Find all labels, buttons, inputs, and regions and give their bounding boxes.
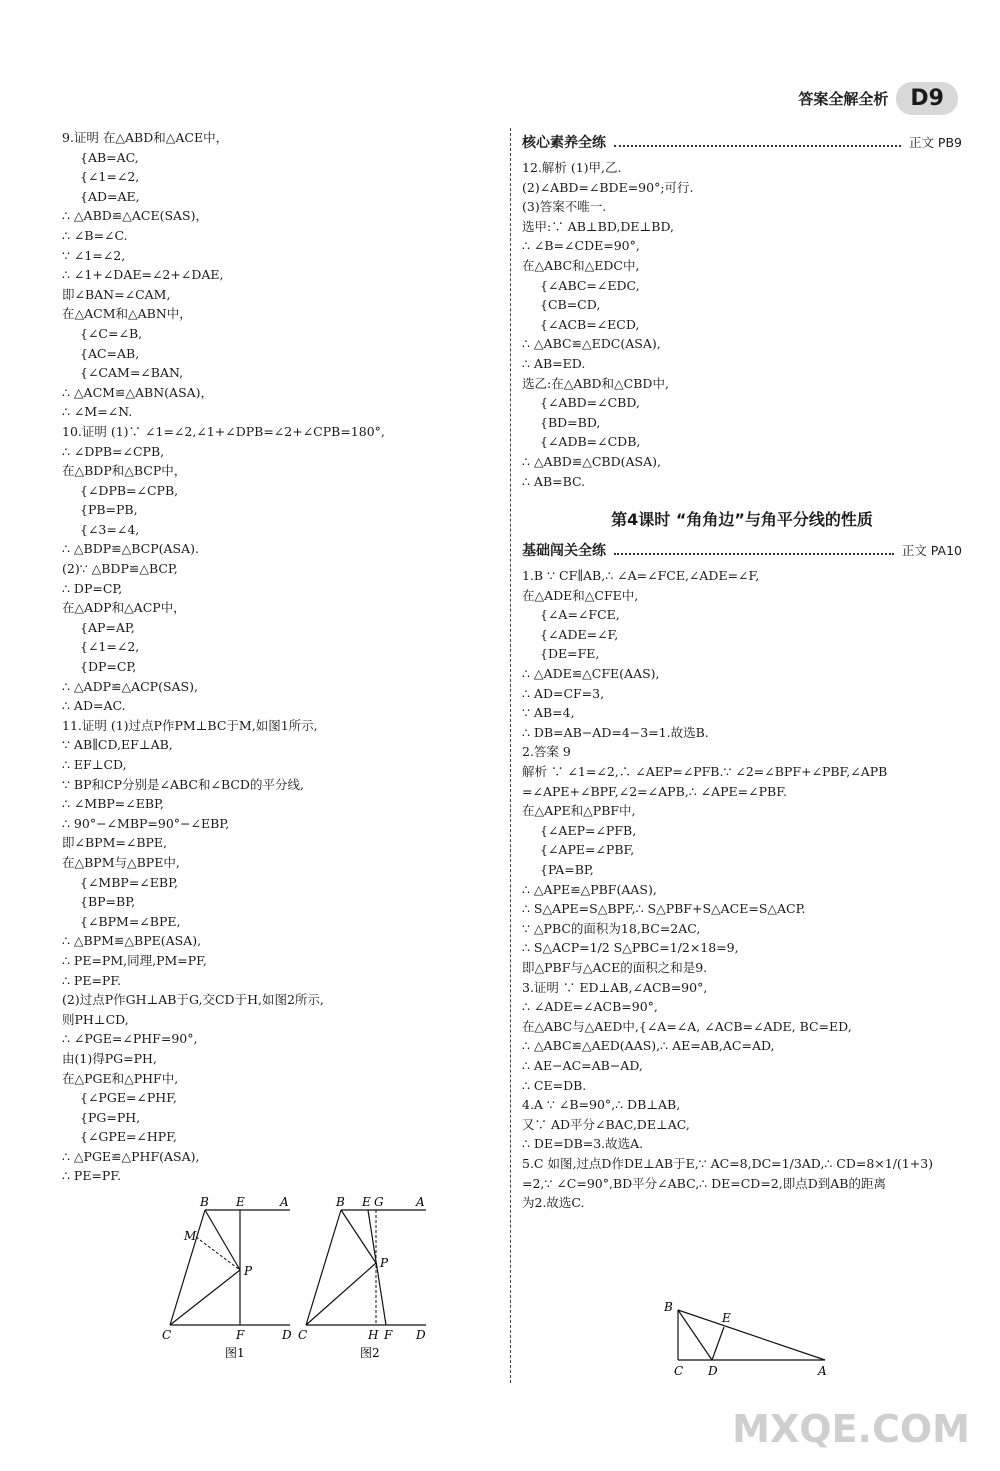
section-title: 基础闯关全练 bbox=[522, 543, 606, 560]
text-line: ∴ ∠M=∠N. bbox=[62, 404, 133, 420]
text-line: ∴ △ABD≌△CBD(ASA), bbox=[522, 453, 661, 469]
text-line: {AC=AB, bbox=[80, 345, 140, 361]
text-line: ∴ △ADE≌△CFE(AAS), bbox=[522, 666, 660, 682]
fig3-label: E bbox=[722, 1311, 731, 1325]
text-line: ∴ ∠MBP=∠EBP, bbox=[62, 796, 164, 812]
text-line: {∠BPM=∠BPE, bbox=[80, 913, 181, 929]
fig1-label: A bbox=[280, 1195, 289, 1209]
fig2-label: F bbox=[384, 1328, 393, 1342]
fig1-label: P bbox=[244, 1264, 253, 1278]
answers-block-1 bbox=[522, 158, 962, 491]
text-line: {PG=PH, bbox=[80, 1109, 141, 1125]
lesson-title: 第4课时 “角角边”与角平分线的性质 bbox=[611, 510, 873, 530]
text-line: 由(1)得PG=PH, bbox=[62, 1050, 157, 1066]
text-line: 即△PBF与△ACE的面积之和是9. bbox=[522, 959, 708, 975]
text-line: 又∵ AD平分∠BAC,DE⊥AC, bbox=[522, 1116, 690, 1132]
section-ref: 正文 PA10 bbox=[901, 543, 962, 559]
text-line: ∴ AB=ED. bbox=[522, 355, 586, 371]
fig2-label: G bbox=[374, 1195, 384, 1209]
text-line: {AD=AE, bbox=[80, 188, 140, 204]
text-line: 在△ABC与△AED中,{∠A=∠A, ∠ACB=∠ADE, BC=ED, bbox=[522, 1018, 852, 1034]
text-line: ∴ △ABC≌△EDC(ASA), bbox=[522, 336, 661, 352]
text-line: 12.解析 (1)甲,乙. bbox=[522, 160, 622, 175]
fig2-label: C bbox=[298, 1328, 308, 1342]
section-ref: 正文 PB9 bbox=[908, 135, 962, 150]
text-line: 在△APE和△PBF中, bbox=[522, 803, 636, 819]
fig1-label: M bbox=[184, 1229, 197, 1243]
header-title: 答案全解全析 bbox=[798, 90, 889, 108]
text-line: ∴ 90°−∠MBP=90°−∠EBP, bbox=[62, 815, 230, 831]
text-line: 5.C 如图,过点D作DE⊥AB于E,∵ AC=8,DC=1/3AD,∴ CD=8×1/(1+3) bbox=[522, 1155, 934, 1171]
text-line: 则PH⊥CD, bbox=[62, 1011, 129, 1027]
section-title: 核心素养全练 bbox=[522, 135, 606, 151]
fig2-label: B bbox=[336, 1195, 345, 1209]
fig3-label: B bbox=[664, 1300, 673, 1314]
watermark: MXQE.COM bbox=[732, 1407, 970, 1451]
text-line: 2.答案 9 bbox=[522, 744, 571, 760]
fig2-label: A bbox=[416, 1195, 425, 1209]
text-line: {∠AEP=∠PFB, bbox=[540, 822, 637, 838]
text-line: ∴ △ABD≌△ACE(SAS)， bbox=[62, 208, 208, 224]
text-line: 在△ADE和△CFE中, bbox=[522, 587, 639, 603]
text-line: {PB=PB, bbox=[80, 502, 138, 518]
text-line: 即∠BPM=∠BPE, bbox=[62, 835, 168, 851]
text-line: 即∠BAN=∠CAM, bbox=[62, 286, 171, 302]
text-line: ∴ EF⊥CD, bbox=[62, 757, 127, 772]
text-line: 4.A ∵ ∠B=90°,∴ DB⊥AB, bbox=[522, 1097, 681, 1113]
text-line: {DE=FE, bbox=[540, 646, 600, 662]
text-line: ∴ ∠DPB=∠CPB, bbox=[62, 443, 165, 459]
figure-1-caption: 图1 bbox=[225, 1346, 245, 1360]
text-line: ∴ ∠B=∠CDE=90°, bbox=[522, 238, 640, 254]
text-line: ∵ AB=4, bbox=[522, 705, 575, 721]
text-line: {∠3=∠4, bbox=[80, 521, 140, 537]
fig2-label: P bbox=[380, 1256, 389, 1270]
text-line: {∠ADB=∠CDB, bbox=[540, 434, 641, 450]
text-line: 解析 ∵ ∠1=∠2,∴ ∠AEP=∠PFB.∵ ∠2=∠BPF+∠PBF,∠APB bbox=[522, 764, 888, 780]
text-line: ∴ DP=CP, bbox=[62, 580, 123, 596]
text-line: {∠ABC=∠EDC, bbox=[540, 277, 640, 293]
fig1-label: D bbox=[282, 1328, 292, 1342]
text-line: {∠A=∠FCE, bbox=[540, 607, 620, 623]
text-line: ∵ △PBC的面积为18,BC=2AC, bbox=[522, 920, 701, 936]
text-line: ∴ △BDP≌△BCP(ASA). bbox=[62, 541, 199, 557]
text-line: ∴ AD=AC. bbox=[62, 698, 126, 714]
text-line: ∵ AB∥CD,EF⊥AB, bbox=[62, 737, 173, 753]
text-line: {∠C=∠B, bbox=[80, 325, 143, 341]
text-line: 选甲:∵ AB⊥BD,DE⊥BD, bbox=[522, 218, 675, 234]
text-line: ∴ AB=BC. bbox=[522, 473, 586, 489]
text-line: ∴ PE=PF. bbox=[62, 1168, 122, 1184]
text-line: {∠1=∠2, bbox=[80, 169, 140, 185]
text-line: {∠1=∠2, bbox=[80, 639, 140, 655]
section-core-practice bbox=[522, 130, 962, 154]
text-line: ∴ △ACM≌△ABN(ASA)， bbox=[62, 384, 214, 400]
text-line: {∠PGE=∠PHF, bbox=[80, 1090, 177, 1106]
text-line: 3.证明 ∵ ED⊥AB,∠ACB=90°, bbox=[522, 979, 708, 995]
text-line: {AB=AC, bbox=[80, 149, 139, 165]
text-line: ∴ S△ACP=1/2 S△PBC=1/2×18=9, bbox=[522, 940, 739, 956]
text-line: ∵ BP和CP分别是∠ABC和∠BCD的平分线, bbox=[62, 776, 304, 792]
fig1-label: C bbox=[162, 1328, 172, 1342]
text-line: {∠GPE=∠HPF, bbox=[80, 1129, 177, 1145]
text-line: 在△BDP和△BCP中， bbox=[62, 463, 187, 479]
text-line: ∴ PE=PM,同理,PM=PF, bbox=[62, 952, 207, 968]
text-line: ∴ ∠ADE=∠ACB=90°, bbox=[522, 999, 658, 1015]
text-line: {PA=BP, bbox=[540, 862, 594, 877]
text-line: {BP=BP, bbox=[80, 894, 136, 910]
text-line: {∠ABD=∠CBD, bbox=[540, 395, 640, 411]
text-line: ∴ △ABC≌△AED(AAS),∴ AE=AB,AC=AD, bbox=[522, 1038, 775, 1054]
text-line: 9.证明 在△ABD和△ACE中， bbox=[62, 130, 229, 145]
page-number: D9 bbox=[896, 82, 958, 115]
text-line: ∵ ∠1=∠2, bbox=[62, 247, 126, 263]
right-column bbox=[522, 128, 962, 1213]
text-line: {∠ADE=∠F, bbox=[540, 626, 619, 642]
text-line: ∴ AD=CF=3, bbox=[522, 685, 605, 701]
text-line: (2)∠ABD=∠BDE=90°;可行. bbox=[522, 179, 694, 195]
figure-3 bbox=[660, 1300, 840, 1382]
fig3-label: D bbox=[708, 1364, 718, 1378]
fig2-label: D bbox=[416, 1328, 426, 1342]
text-line: 在△ACM和△ABN中， bbox=[62, 306, 192, 322]
text-line: ∴ ∠B=∠C. bbox=[62, 227, 128, 243]
fig2-label: E bbox=[362, 1195, 371, 1209]
text-line: ∴ △BPM≌△BPE(ASA), bbox=[62, 933, 202, 949]
text-line: {∠MBP=∠EBP, bbox=[80, 874, 178, 890]
column-divider bbox=[510, 128, 511, 1383]
text-line: {∠DPB=∠CPB, bbox=[80, 482, 179, 498]
section-basic-practice bbox=[522, 538, 962, 562]
text-line: ∴ △ADP≌△ACP(SAS), bbox=[62, 678, 198, 694]
text-line: 在△PGE和△PHF中, bbox=[62, 1070, 179, 1086]
text-line: {∠APE=∠PBF, bbox=[540, 842, 635, 858]
text-line: ∴ DB=AB−AD=4−3=1.故选B. bbox=[522, 724, 709, 740]
text-line: {∠CAM=∠BAN, bbox=[80, 365, 184, 381]
fig1-label: E bbox=[236, 1195, 245, 1209]
fig3-label: A bbox=[818, 1364, 827, 1378]
text-line: 11.证明 (1)过点P作PM⊥BC于M,如图1所示, bbox=[62, 717, 318, 733]
text-line: (3)答案不唯一. bbox=[522, 199, 607, 215]
text-line: ∴ DE=DB=3.故选A. bbox=[522, 1136, 644, 1152]
text-line: {CB=CD, bbox=[540, 297, 601, 313]
text-line: (2)过点P作GH⊥AB于G,交CD于H,如图2所示, bbox=[62, 992, 324, 1008]
text-line: 10.证明 (1)∵ ∠1=∠2,∠1+∠DPB=∠2+∠CPB=180°, bbox=[62, 423, 385, 439]
text-line: ∴ CE=DB. bbox=[522, 1077, 587, 1093]
text-line: {∠ACB=∠ECD, bbox=[540, 316, 640, 332]
text-line: =2,∵ ∠C=90°,BD平分∠ABC,∴ DE=CD=2,即点D到AB的距离 bbox=[522, 1175, 886, 1191]
fig1-label: F bbox=[236, 1328, 245, 1342]
text-line: ∴ △PGE≌△PHF(ASA), bbox=[62, 1148, 200, 1164]
text-line: ∴ ∠1+∠DAE=∠2+∠DAE, bbox=[62, 267, 224, 283]
figure-2-caption: 图2 bbox=[360, 1346, 380, 1360]
text-line: (2)∵ △BDP≌△BCP, bbox=[62, 561, 178, 577]
answers-block-2 bbox=[522, 566, 962, 1213]
figure-2 bbox=[296, 1195, 446, 1370]
page-header bbox=[798, 82, 958, 115]
figure-1 bbox=[150, 1195, 300, 1370]
fig3-label: C bbox=[674, 1364, 684, 1378]
fig1-label: B bbox=[200, 1195, 209, 1209]
text-line: 在△ABC和△EDC中, bbox=[522, 257, 640, 273]
text-line: 在△BPM与△BPE中, bbox=[62, 854, 180, 870]
text-line: 选乙:在△ABD和△CBD中, bbox=[522, 375, 669, 391]
left-column bbox=[62, 128, 482, 1186]
text-line: ∴ S△APE=S△BPF,∴ S△PBF+S△ACE=S△ACP. bbox=[522, 901, 806, 917]
text-line: 在△ADP和△ACP中， bbox=[62, 600, 186, 616]
text-line: 为2.故选C. bbox=[522, 1195, 585, 1211]
text-line: {BD=BD, bbox=[540, 414, 601, 430]
fig2-label: H bbox=[368, 1328, 379, 1342]
text-line: ∴ PE=PF. bbox=[62, 972, 122, 988]
text-line: 1.B ∵ CF∥AB,∴ ∠A=∠FCE,∠ADE=∠F, bbox=[522, 568, 760, 584]
text-line: ∴ ∠PGE=∠PHF=90°, bbox=[62, 1031, 198, 1047]
text-line: ∴ AE−AC=AB−AD, bbox=[522, 1057, 643, 1073]
text-line: =∠APE+∠BPF,∠2=∠APB,∴ ∠APE=∠PBF. bbox=[522, 783, 787, 799]
text-line: {AP=AP, bbox=[80, 619, 135, 635]
text-line: {DP=CP, bbox=[80, 659, 137, 675]
text-line: ∴ △APE≌△PBF(AAS), bbox=[522, 881, 657, 897]
